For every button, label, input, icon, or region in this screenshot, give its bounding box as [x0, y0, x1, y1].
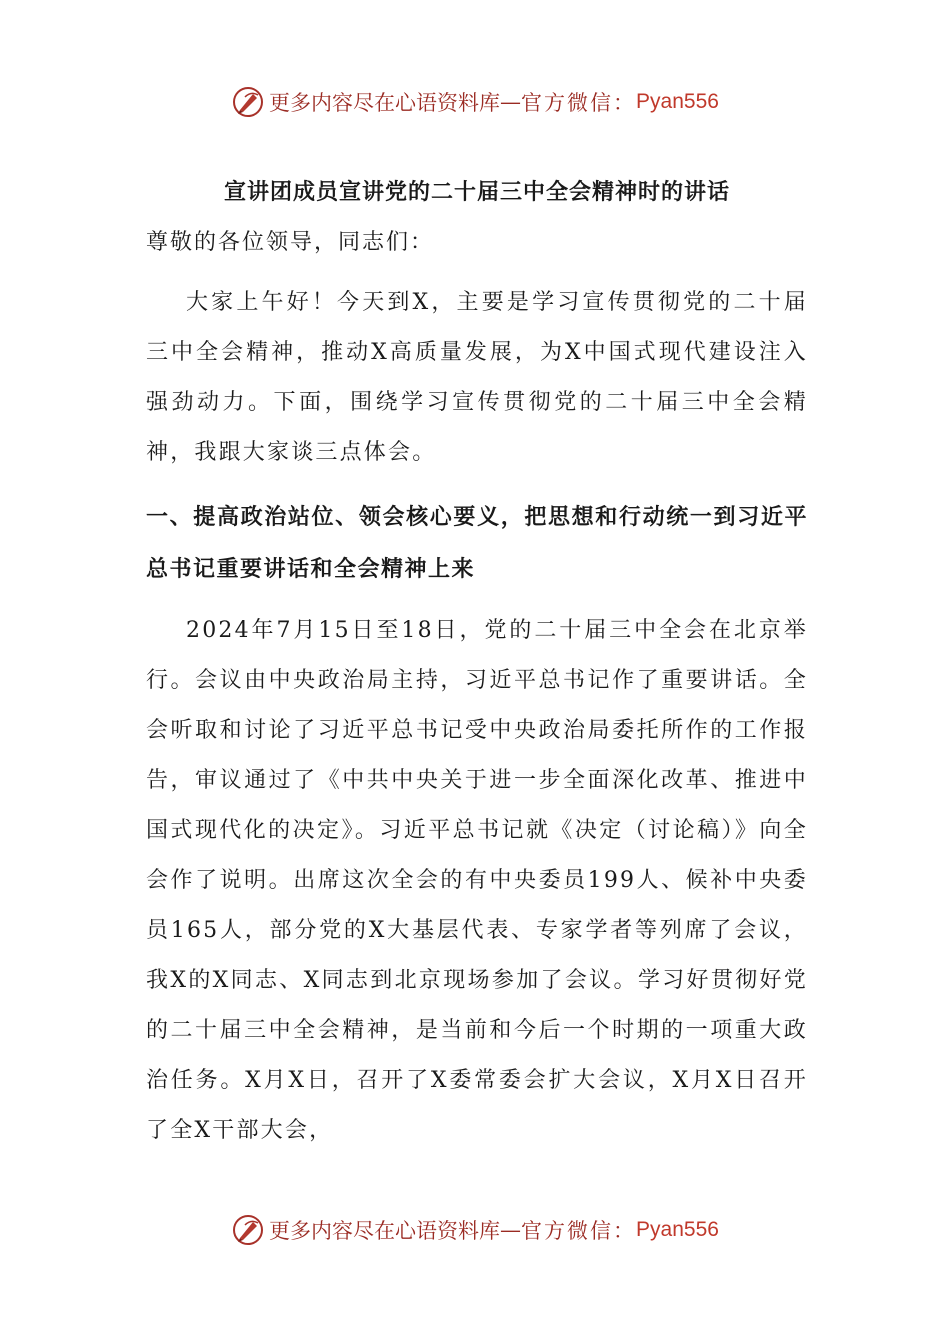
watermark-brand: 更多内容尽在心语资料库 [269, 91, 501, 115]
watermark-header [0, 80, 950, 124]
watermark-wechat-id: Pyan556 [636, 90, 719, 113]
watermark-dash: — [500, 1218, 522, 1242]
watermark-footer [0, 1208, 950, 1252]
section-body-paragraph: 2024年7月15日至18日，党的二十届三中全会在北京举行。会议由中央政治局主持，习近平总书记作了重要讲话。全会听取和讨论了习近平总书记受中央政治局委托所作的工作报告，审议通过了《中共中央关于进一步全面深化改革、推进中国式现代化的决定》。习近平总书记就《决定（讨论稿）》向全会作了说明。出席这次全会的有中央委员199人、候补中央委员165人，部分党的X大基层代表、专家学者等列席了会议，我X的X同志、X同志到北京现场参加了会议。学习好贯彻好党的二十届三中全会精神，是当前和今后一个时期的一项重大政治任务。X月X日，召开了X委常委会扩大会议，X月X日召开了全X干部大会， [146, 618, 808, 1143]
watermark-official-label: 官方微信： [521, 1219, 637, 1243]
intro-paragraph: 大家上午好！今天到X，主要是学习宣传贯彻党的二十届三中全会精神，推动X高质量发展，为X中国式现代建设注入强劲动力。下面，围绕学习宣传贯彻党的二十届三中全会精神，我跟大家谈三点体会。 [146, 290, 808, 465]
watermark-wechat-id: Pyan556 [636, 1218, 719, 1241]
document-body [146, 168, 808, 1156]
salutation: 尊敬的各位领导，同志们： [146, 230, 435, 255]
watermark-official-label: 官方微信： [521, 91, 637, 115]
document-title: 宣讲团成员宣讲党的二十届三中全会精神时的讲话 [223, 180, 730, 205]
pen-nib-icon [231, 85, 265, 119]
pen-nib-icon [231, 1213, 265, 1247]
section-heading: 一、提高政治站位、领会核心要义，把思想和行动统一到习近平总书记重要讲话和全会精神上来 [146, 505, 808, 582]
watermark-brand: 更多内容尽在心语资料库 [269, 1219, 501, 1243]
watermark-dash: — [500, 90, 522, 114]
